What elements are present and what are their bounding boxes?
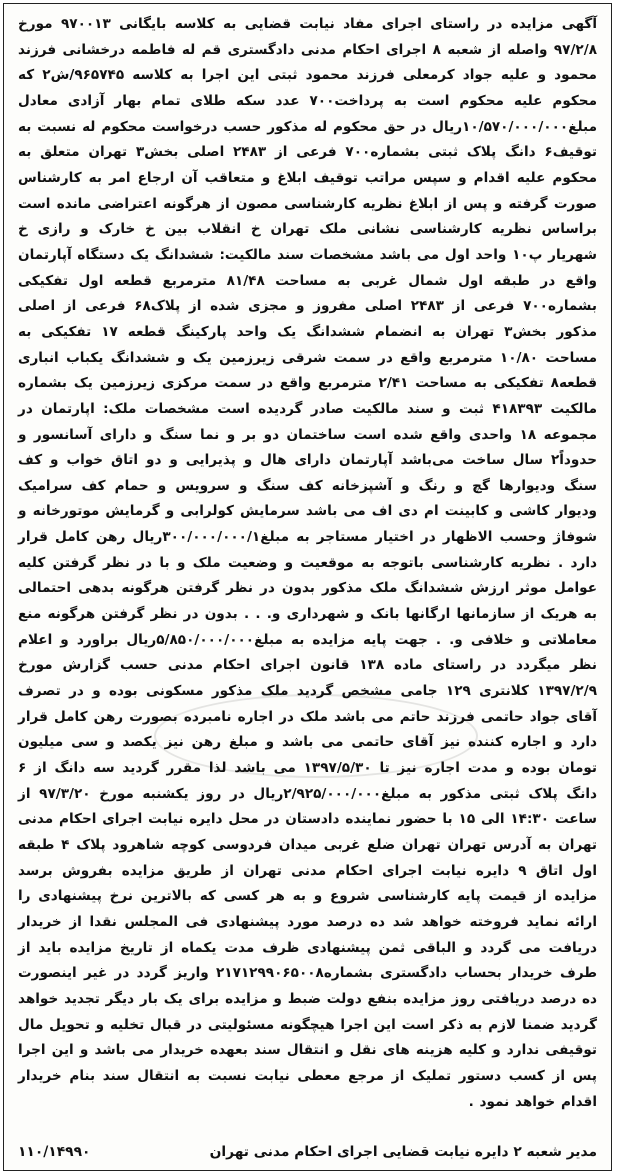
notice-footer [18,1140,597,1164]
auction-notice-text: آگهی مزایده در راستای اجرای مفاد نیابت قضایی به کلاسه بایگانی ۹۷۰۰۱۳ مورخ ۹۷/۲/۸ واصله از شعبه ۸ اجرای احکام مدنی دادگستری قم له فاطمه درخشانی فرزند محمود و علیه جواد کرمعلی فرزند محمود ثبتی این اجرا به کلاسه ۹۶۵۷۴۵/ش۲ که محکوم علیه محکوم است به پرداخت۷۰۰ عدد سکه طلای تمام بهار آزادی معادل مبلغ۱۰/۵۷۰/۰۰۰/۰۰۰ریال در حق محکوم له مذکور حسب درخواست محکوم له نسبت به توقیف۶ دانگ پلاک ثبتی بشماره۷۰۰ فرعی از ۲۴۸۳ اصلی بخش۳ تهران متعلق به محکوم علیه اقدام و سپس مراتب توقیف ابلاغ و متعاقب آن ارجاع امر به کارشناس صورت گرفته و پس از ابلاغ نظریه کارشناسی مصون از هرگونه اعتراضی مانده است براساس نظریه کارشناسی نشانی ملک تهران خ انقلاب بین خ خارک و رازی خ شهریار پ۱۰ واحد اول می باشد مشخصات سند مالکیت: ششدانگ یک دستگاه آپارتمان واقع در طبقه اول شمال غربی به مساحت ۸۱/۴۸ مترمربع قطعه اول تفکیکی بشماره۷۰۰ فرعی از ۲۴۸۳ اصلی مفروز و مجزی شده از پلاک۶۸ فرعی از اصلی مذکور بخش۳ تهران به انضمام ششدانگ یک واحد پارکینگ قطعه ۱۷ تفکیکی به مساحت ۱۰/۸۰ مترمربع واقع در سمت شرقی زیرزمین یک و ششدانگ یکباب انباری قطعه۸ تفکیکی به مساحت ۲/۴۱ مترمربع واقع در سمت مرکزی زیرزمین یک بشماره مالکیت ۴۱۸۳۹۳ ثبت و سند مالکیت صادر گردیده است مشخصات ملک: اپارتمان در مجموعه ۱۸ واحدی واقع شده است ساختمان دو بر و نما سنگ و دارای آسانسور و حدوداً۲ سال ساخت می‌باشد آپارتمان دارای هال و پذیرایی و دو اتاق خواب و کف سنگ ودیوارها گچ و رنگ و آشپزخانه کف سنگ و سرویس و حمام کف سرامیک ودیوار کاشی و کابینت ام دی اف می باشد سرمایش کولرابی و گرمایش موتورخانه و شوفاژ وحسب الاظهار در اختیار مستاجر به مبلغ۳۰۰/۰۰۰/۰۰۰/۱ریال رهن کامل قرار دارد . نظریه کارشناسی باتوجه به موقعیت و وضعیت ملک و با در نظر گرفتن کلیه عوامل موثر ارزش ششدانگ ملک مذکور بدون در نظر گرفتن هرگونه بدهی احتمالی به هریک از سازمانها ارگانها بانک و شهرداری و. . . بدون در نظر گرفتن هرگونه منع معاملاتی و خلافی و. . جهت پایه مزایده به مبلغ۵/۸۵۰/۰۰۰/۰۰۰ریال براورد و اعلام نظر میگردد در راستای ماده ۱۳۸ قانون اجرای احکام مدنی حسب گزارش مورخ ۱۳۹۷/۲/۹ کلانتری ۱۲۹ جامی مشخص گردید ملک مذکور مسکونی بوده و در تصرف آقای جواد حاتمی فرزند حاتم می باشد ملک در اجاره نامبرده بصورت رهن کامل قرار دارد و اجاره کننده نیز آقای حاتمی می باشد و مبلغ رهن نیز یکصد و سی میلیون تومان بوده و مدت اجاره نیز تا ۱۳۹۷/۵/۳۰ می باشد لذا مقرر گردید سه دانگ از ۶ دانگ پلاک ثبتی مذکور به مبلغ۲/۹۲۵/۰۰۰/۰۰۰ریال در روز یکشنبه مورخ ۹۷/۳/۲۰ از ساعت ۱۴:۳۰ الی ۱۵ با حضور نماینده دادستان در محل دایره نیابت اجرای احکام مدنی تهران به آدرس تهران تهران ضلع غربی میدان فردوسی کوچه شاهرود پلاک ۴ طبقه اول اتاق ۹ دایره نیابت اجرای احکام مدنی تهران از طریق مزایده بفروش برسد مزایده از قیمت پایه کارشناسی شروع و به هر کسی که بالاترین نرخ پیشنهادی را ارائه نماید فروخته خواهد شد ده درصد مورد پیشنهادی فی المجلس نقدا از خریدار دریافت می گردد و الباقی ثمن پیشنهادی ظرف مدت یکماه از تاریخ مزایده باید از طرف خریدار بحساب دادگستری بشماره۲۱۷۱۲۹۹۰۶۵۰۰۸ واریز گردد در غیر اینصورت ده درصد دریافتی روز مزایده بنفع دولت ضبط و مزایده برای یک بار دیگر تجدید خواهد گردید ضمنا لازم به ذکر است این اجرا هیچگونه مسئولیتی در قبال تخلیه و تحویل مال توقیفی ندارد و کلیه هزینه های نقل و انتقال سند بعهده خریدار می باشد و این اجرا پس از کسب دستور تملیک از مرجع معطی نیابت نسبت به انتقال سند بنام خریدار اقدام خواهد نمود . [18,16,598,1110]
notice-clipping [3,3,612,1171]
reference-code: ۱۱۰/۱۴۹۹۰ [18,1144,91,1160]
issuer-signature: مدیر شعبه ۲ دایره نیابت قضایی اجرای احکام مدنی تهران [209,1144,597,1160]
